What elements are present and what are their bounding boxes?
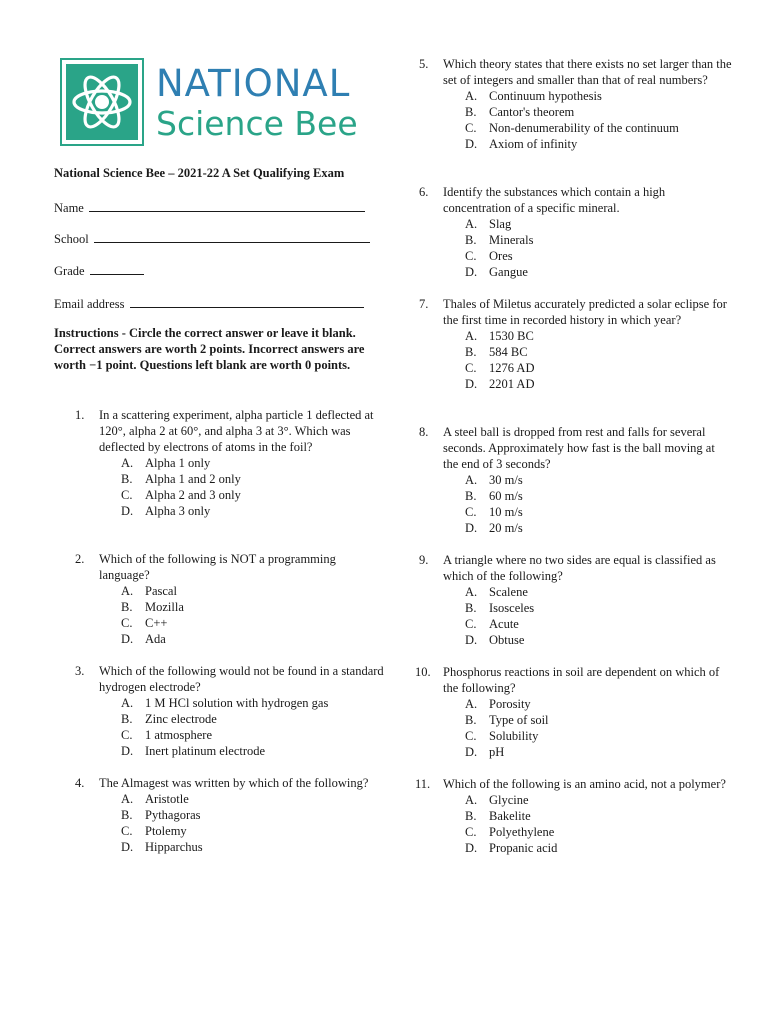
option-letter: A. xyxy=(121,584,134,598)
option-text: Scalene xyxy=(489,585,528,599)
option-text: Glycine xyxy=(489,793,529,807)
option-text: 1276 AD xyxy=(489,361,535,375)
option-text: Axiom of infinity xyxy=(489,137,578,151)
option-letter: D. xyxy=(121,744,134,758)
option-letter: D. xyxy=(465,265,478,279)
answer-option[interactable] xyxy=(99,711,389,727)
school-label: School xyxy=(54,232,89,246)
question-number: 6. xyxy=(419,185,429,199)
question-11 xyxy=(415,776,733,856)
option-letter: B. xyxy=(121,472,133,486)
option-text: Porosity xyxy=(489,697,531,711)
option-text: Cantor's theorem xyxy=(489,105,575,119)
exam-title: National Science Bee – 2021-22 A Set Qualifying Exam xyxy=(54,166,345,180)
option-text: 10 m/s xyxy=(489,505,523,519)
question-stem: Identify the substances which contain a high concentration of a specific mineral. xyxy=(443,185,666,215)
option-text: Alpha 1 only xyxy=(145,456,211,470)
option-text: Solubility xyxy=(489,729,539,743)
question-stem: Which of the following is an amino acid, not a polymer? xyxy=(443,777,726,791)
option-text: Zinc electrode xyxy=(145,712,217,726)
option-letter: B. xyxy=(121,808,133,822)
option-text: pH xyxy=(489,745,505,759)
answer-option[interactable] xyxy=(443,488,733,504)
question-number: 8. xyxy=(419,425,429,439)
answer-option[interactable] xyxy=(443,104,733,120)
question-stem: Which of the following is NOT a programming language? xyxy=(99,552,336,582)
question-stem: Which theory states that there exists no set larger than the set of integers and smaller than that of real numbers? xyxy=(443,57,732,87)
option-letter: D. xyxy=(465,137,478,151)
option-letter: A. xyxy=(465,329,478,343)
name-label: Name xyxy=(54,201,84,215)
option-letter: B. xyxy=(465,105,477,119)
option-letter: C. xyxy=(465,617,477,631)
option-letter: A. xyxy=(121,792,134,806)
logo-wordmark-science-bee: Science Bee xyxy=(156,104,358,143)
option-text: 584 BC xyxy=(489,345,528,359)
option-text: Type of soil xyxy=(489,713,549,727)
instructions: Instructions - Circle the correct answer or leave it blank. Correct answers are worth 2 points. Incorrect answers are worth −1 point. Questions left blank are worth 0 points. xyxy=(54,326,365,372)
option-text: Alpha 3 only xyxy=(145,504,211,518)
answer-options xyxy=(443,216,733,280)
option-text: Continuum hypothesis xyxy=(489,89,602,103)
answer-option[interactable] xyxy=(443,232,733,248)
answer-option[interactable] xyxy=(443,808,733,824)
option-text: 30 m/s xyxy=(489,473,523,487)
question-number: 1. xyxy=(75,408,85,422)
answer-option[interactable] xyxy=(99,599,389,615)
option-letter: A. xyxy=(465,89,478,103)
option-text: Minerals xyxy=(489,233,534,247)
question-8 xyxy=(419,424,733,536)
option-text: Alpha 2 and 3 only xyxy=(145,488,241,502)
option-letter: A. xyxy=(465,697,478,711)
option-letter: A. xyxy=(465,585,478,599)
answer-options xyxy=(443,328,733,392)
logo-emblem xyxy=(60,58,144,146)
option-text: Slag xyxy=(489,217,512,231)
question-2 xyxy=(75,551,389,647)
answer-option[interactable] xyxy=(99,791,389,807)
option-text: Obtuse xyxy=(489,633,525,647)
answer-option[interactable] xyxy=(99,583,389,599)
answer-options xyxy=(99,455,389,519)
option-text: Gangue xyxy=(489,265,528,279)
answer-options xyxy=(443,696,733,760)
question-7 xyxy=(419,296,733,392)
answer-option[interactable] xyxy=(99,743,389,759)
option-letter: C. xyxy=(121,616,133,630)
option-text: Non-denumerability of the continuum xyxy=(489,121,679,135)
school-blank[interactable] xyxy=(94,231,370,243)
answer-options xyxy=(99,791,389,855)
answer-option[interactable] xyxy=(443,88,733,104)
question-number: 10. xyxy=(415,665,431,679)
option-letter: C. xyxy=(465,121,477,135)
answer-option[interactable] xyxy=(443,360,733,376)
question-3 xyxy=(75,663,389,759)
answer-option[interactable] xyxy=(99,695,389,711)
answer-options xyxy=(99,695,389,759)
question-stem: Thales of Miletus accurately predicted a solar eclipse for the first time in recorded history in which year? xyxy=(443,297,727,327)
question-stem: In a scattering experiment, alpha particle 1 deflected at 120°, alpha 2 at 60°, and alpha 3 at 3°. Which was deflected by electrons of atoms in the foil? xyxy=(99,408,374,454)
question-number: 3. xyxy=(75,664,85,678)
option-letter: A. xyxy=(465,217,478,231)
answer-options xyxy=(443,88,733,152)
option-letter: D. xyxy=(121,632,134,646)
answer-option[interactable] xyxy=(443,264,733,280)
option-letter: C. xyxy=(465,361,477,375)
option-text: Ptolemy xyxy=(145,824,187,838)
atom-icon xyxy=(66,64,138,140)
option-text: Bakelite xyxy=(489,809,531,823)
email-blank[interactable] xyxy=(130,296,364,308)
answer-options xyxy=(99,583,389,647)
option-text: Hipparchus xyxy=(145,840,203,854)
answer-options xyxy=(443,472,733,536)
national-science-bee-logo xyxy=(60,58,372,148)
name-blank[interactable] xyxy=(89,200,365,212)
answer-options xyxy=(443,792,733,856)
option-letter: B. xyxy=(465,489,477,503)
question-stem: Phosphorus reactions in soil are dependent on which of the following? xyxy=(443,665,720,695)
question-9 xyxy=(419,552,733,648)
option-letter: A. xyxy=(121,696,134,710)
question-number: 2. xyxy=(75,552,85,566)
option-letter: D. xyxy=(465,521,478,535)
option-text: Inert platinum electrode xyxy=(145,744,266,758)
option-letter: C. xyxy=(465,825,477,839)
option-letter: B. xyxy=(465,233,477,247)
grade-blank[interactable] xyxy=(90,263,144,275)
logo-wordmark-national: NATIONAL xyxy=(156,62,351,105)
option-text: Pythagoras xyxy=(145,808,201,822)
option-letter: C. xyxy=(121,728,133,742)
option-text: 2201 AD xyxy=(489,377,535,391)
option-letter: C. xyxy=(121,824,133,838)
answer-option[interactable] xyxy=(443,616,733,632)
option-text: Isosceles xyxy=(489,601,535,615)
option-letter: A. xyxy=(465,473,478,487)
option-text: 1530 BC xyxy=(489,329,534,343)
option-letter: C. xyxy=(465,249,477,263)
answer-option[interactable] xyxy=(443,728,733,744)
option-text: Aristotle xyxy=(145,792,189,806)
option-letter: B. xyxy=(465,345,477,359)
grade-label: Grade xyxy=(54,264,85,278)
option-letter: D. xyxy=(121,840,134,854)
answer-option[interactable] xyxy=(99,487,389,503)
option-letter: D. xyxy=(465,841,478,855)
answer-option[interactable] xyxy=(443,792,733,808)
answer-option[interactable] xyxy=(443,136,733,152)
option-letter: B. xyxy=(465,601,477,615)
answer-option[interactable] xyxy=(99,455,389,471)
answer-option[interactable] xyxy=(99,615,389,631)
question-stem: A triangle where no two sides are equal is classified as which of the following? xyxy=(443,553,716,583)
option-letter: A. xyxy=(465,793,478,807)
answer-option[interactable] xyxy=(443,344,733,360)
option-text: 1 M HCl solution with hydrogen gas xyxy=(145,696,329,710)
question-10 xyxy=(415,664,733,760)
option-text: Ada xyxy=(145,632,166,646)
question-6 xyxy=(419,184,733,280)
answer-option[interactable] xyxy=(443,600,733,616)
option-letter: C. xyxy=(121,488,133,502)
option-text: Ores xyxy=(489,249,513,263)
question-number: 4. xyxy=(75,776,85,790)
answer-option[interactable] xyxy=(443,472,733,488)
answer-option[interactable] xyxy=(99,727,389,743)
answer-option[interactable] xyxy=(443,376,733,392)
answer-option[interactable] xyxy=(99,807,389,823)
question-1 xyxy=(75,407,389,519)
option-letter: D. xyxy=(465,377,478,391)
answer-option[interactable] xyxy=(443,504,733,520)
option-letter: B. xyxy=(121,600,133,614)
answer-option[interactable] xyxy=(99,631,389,647)
option-letter: D. xyxy=(465,745,478,759)
option-letter: B. xyxy=(465,713,477,727)
question-number: 11. xyxy=(415,777,431,791)
question-5 xyxy=(419,56,733,152)
answer-option[interactable] xyxy=(443,248,733,264)
answer-options xyxy=(443,584,733,648)
question-number: 9. xyxy=(419,553,429,567)
grade-field[interactable] xyxy=(54,263,144,279)
name-field[interactable] xyxy=(54,200,365,216)
answer-option[interactable] xyxy=(443,216,733,232)
answer-option[interactable] xyxy=(443,584,733,600)
email-label: Email address xyxy=(54,297,125,311)
option-text: Acute xyxy=(489,617,519,631)
school-field[interactable] xyxy=(54,231,370,247)
option-letter: C. xyxy=(465,729,477,743)
answer-option[interactable] xyxy=(443,328,733,344)
option-letter: A. xyxy=(121,456,134,470)
option-text: Polyethylene xyxy=(489,825,555,839)
answer-option[interactable] xyxy=(99,823,389,839)
answer-option[interactable] xyxy=(443,712,733,728)
option-letter: D. xyxy=(121,504,134,518)
option-text: Alpha 1 and 2 only xyxy=(145,472,241,486)
option-text: C++ xyxy=(145,616,168,630)
option-text: Pascal xyxy=(145,584,177,598)
option-text: 60 m/s xyxy=(489,489,523,503)
question-stem: A steel ball is dropped from rest and falls for several seconds. Approximately how fast is the ball moving at the end of 3 seconds? xyxy=(443,425,715,471)
answer-option[interactable] xyxy=(443,632,733,648)
option-text: 1 atmosphere xyxy=(145,728,212,742)
answer-option[interactable] xyxy=(99,503,389,519)
answer-option[interactable] xyxy=(443,840,733,856)
option-letter: B. xyxy=(465,809,477,823)
option-letter: C. xyxy=(465,505,477,519)
question-4 xyxy=(75,775,389,855)
answer-option[interactable] xyxy=(443,696,733,712)
question-stem: Which of the following would not be found in a standard hydrogen electrode? xyxy=(99,664,384,694)
answer-option[interactable] xyxy=(443,744,733,760)
answer-option[interactable] xyxy=(443,520,733,536)
option-letter: D. xyxy=(465,633,478,647)
answer-option[interactable] xyxy=(443,824,733,840)
question-number: 5. xyxy=(419,57,429,71)
question-number: 7. xyxy=(419,297,429,311)
option-text: Propanic acid xyxy=(489,841,558,855)
option-text: 20 m/s xyxy=(489,521,523,535)
answer-option[interactable] xyxy=(99,839,389,855)
answer-option[interactable] xyxy=(99,471,389,487)
option-text: Mozilla xyxy=(145,600,184,614)
email-field[interactable] xyxy=(54,296,364,312)
option-letter: B. xyxy=(121,712,133,726)
answer-option[interactable] xyxy=(443,120,733,136)
question-stem: The Almagest was written by which of the following? xyxy=(99,776,369,790)
